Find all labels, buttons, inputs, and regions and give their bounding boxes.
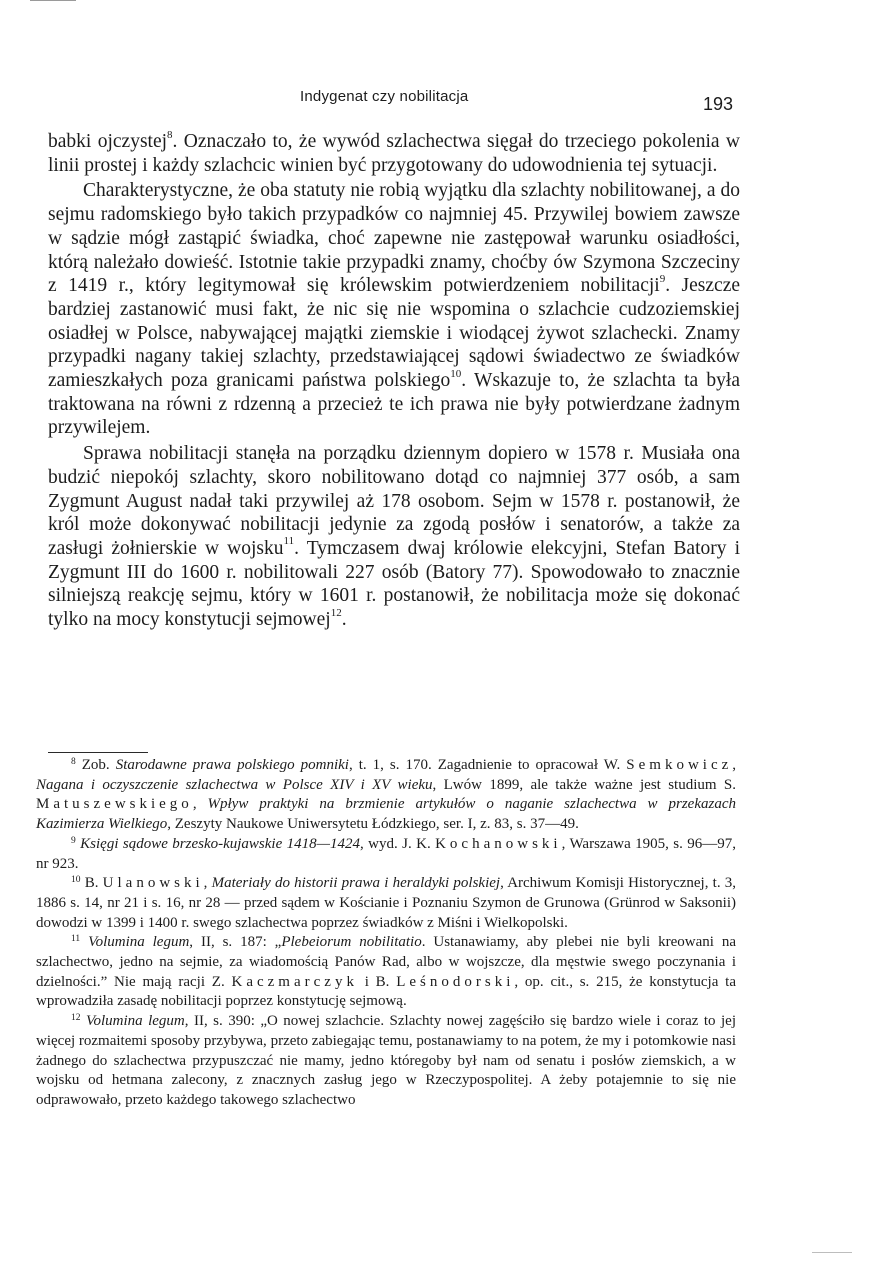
author-name: Kaczmarczyk [231, 973, 358, 990]
text-run: Zob. [81, 757, 116, 773]
text-run: . Jeszcze bardziej zastanowić musi fakt, że nic się nie wspomina o szlachcie cudzoziemskiej osiadłej w Polsce, nabywającej majątki ziemskie i wiodącej żywot szlachecki. Znamy przypadki nagany takiej szlachty, przedstawiającej sądowi świadectwo ze świadków zamieszkałych poza granicami państwa polskiego [48, 275, 741, 392]
author-name: Leśnodorski [396, 973, 515, 990]
text-run: , Lwów 1899, ale także ważne jest studium S. [432, 776, 736, 793]
text-run: . Ustanawiamy, aby plebei nie byli kreowani na szlachectwo, jedno na sejmie, za wiadomością Panów Rad, albo w wojszcze, dla męstwie swego poczynania i dzielności.” Nie mają racji Z. [36, 934, 737, 990]
text-run: , II, s. 187: „ [189, 934, 282, 951]
scan-edge-mark [30, 0, 76, 1]
footnote-8 [36, 756, 736, 835]
paragraph [48, 179, 740, 440]
text-run: , [203, 875, 212, 892]
paragraph [48, 130, 740, 177]
text-run: , op. cit., s. 215, że konstytucja ta wprowadziła zasadę nobilitacji poprzez konstytucję sejmową. [36, 973, 736, 1010]
footnote-ref: 9 [659, 272, 666, 285]
work-title: Starodawne prawa polskiego pomniki [115, 757, 349, 773]
text-run: , Zeszyty Naukowe Uniwersytetu Łódzkiego, ser. I, z. 83, s. 37—49. [167, 816, 579, 833]
footnote-11 [36, 933, 736, 1012]
work-title: Wpływ praktyki na brzmienie artykułów o naganie szlachectwa w przekazach Kazimierza Wielkiego [36, 796, 736, 833]
text-run: B. [84, 875, 103, 892]
footnotes [36, 756, 736, 1111]
work-title: Nagana i oczyszczenie szlachectwa w Polsce XIV i XV wieku [36, 776, 433, 793]
text-run: i B. [357, 973, 397, 990]
text-run: , Archiwum Komisji Historycznej, t. 3, 1886 s. 14, nr 21 i s. 16, nr 28 — przed sądem w Kościanie i Poznaniu Szymon de Grunowa (Grünrod w Saksonii) dowodzi w 1399 i 1400 r. swego szlachectwa poprzez świadków z Miśni i Wielkopolski. [36, 875, 737, 931]
latin-heading: Plebeiorum nobilitatio [281, 934, 422, 951]
scan-edge-mark [812, 1252, 852, 1253]
footnote-number: 10 [71, 875, 81, 886]
footnote-number: 12 [71, 1013, 81, 1024]
author-name: Matuszewskiego [36, 796, 193, 813]
work-title: Volumina legum [85, 1013, 185, 1030]
text-run: , t. 1, s. 170. Zagadnienie to opracował W. [348, 757, 627, 773]
page-number: 193 [703, 94, 734, 114]
work-title: Księgi sądowe brzesko-kujawskie 1418—1424 [80, 835, 360, 852]
footnote-ref: 10 [450, 367, 462, 380]
text-run: . Oznaczało to, że wywód szlachectwa sięgał do trzeciego pokolenia w linii prostej i każdy szlachcic winien być przygotowany do udowodnienia tej sytuacji. [48, 131, 740, 176]
work-title: Volumina legum [88, 934, 190, 951]
footnote-separator [48, 752, 148, 753]
text-run: , Warszawa 1905, s. 96—97, nr 923. [36, 835, 736, 872]
footnote-10 [36, 874, 736, 933]
text-run: , II, s. 390: „O nowej szlachcie. Szlachty nowej zagęściło się bardzo wiele i coraz to jej więcej rozmaitemi sposoby przybywa, przeto zabiegając temu, postanawiamy to na potem, że my i potomkowie nasi żadnego do szlachectwa przypuszczać nie mamy, jedno któregoby był nam od senatu i posłów ziemskich, a w wojsku od hetmana zalecony, z znacznych zasług jego w Rzeczypospolitej. A żeby potajemnie to się nie odprawowało, przeto każdego takowego szlachectwo [36, 1013, 737, 1108]
text-run: . Tymczasem dwaj królowie elekcyjni, Stefan Batory i Zygmunt III do 1600 r. nobilitowali 227 osób (Batory 77). Spowodowało to znacznie silniejszą reakcję sejmu, który w 1601 r. postanowił, że nobilitacja może się dokonać tylko na mocy konstytucji sejmowej [48, 537, 740, 631]
text-run: , [732, 757, 737, 773]
footnote-ref: 11 [283, 535, 295, 548]
work-title: Materiały do historii prawa i heraldyki polskiej [211, 875, 501, 892]
author-name: Semkowicz [626, 757, 733, 773]
footnote-9 [36, 835, 736, 874]
text-run: Sprawa nobilitacji stanęła na porządku dziennym dopiero w 1578 r. Musiała ona budzić niepokój szlachty, skoro nobilitowano dotąd co najmniej 377 osób, a sam Zygmunt August nadał taki przywilej aż 178 osobom. Sejm w 1578 r. postanowił, że król może dokonywać nobilitacji jedynie za zgodą posłów i senatorów, a także za zasługi żołnierskie w wojsku [48, 443, 740, 559]
footnote-12 [36, 1012, 736, 1111]
running-head: Indygenat czy nobilitacja [300, 88, 469, 105]
footnote-number: 9 [71, 835, 76, 846]
author-name: Ulanowski [102, 875, 204, 892]
footnote-ref: 12 [330, 606, 342, 619]
text-run: , wyd. J. K. [360, 835, 436, 852]
main-text [48, 130, 740, 632]
text-run: . [341, 609, 347, 631]
text-run: , [192, 796, 208, 813]
author-name: Kochanowski [435, 835, 562, 852]
footnote-ref: 8 [167, 128, 173, 141]
paragraph [48, 442, 740, 632]
footnote-number: 8 [71, 757, 76, 767]
text-run: babki ojczystej [48, 131, 168, 152]
text-run: . Wskazuje to, że szlachta ta była traktowana na równi z rdzenną a przecież te ich prawa nie były potwierdzane żadnym przywilejem. [48, 370, 740, 439]
text-run: Charakterystyczne, że oba statuty nie robią wyjątku dla szlachty nobilitowanej, a do sejmu radomskiego było takich przypadków co najmniej 45. Przywilej bowiem zawsze w sądzie mógł zastąpić świadka, choć zapewne nie zastępował warunku osiadłości, którą należało dowieść. Istotnie takie przypadki znamy, choćby ów Szymona Szczeciny z 1419 r., który legitymował się królewskim potwierdzeniem nobilitacji [48, 180, 740, 297]
footnote-number: 11 [71, 934, 81, 945]
